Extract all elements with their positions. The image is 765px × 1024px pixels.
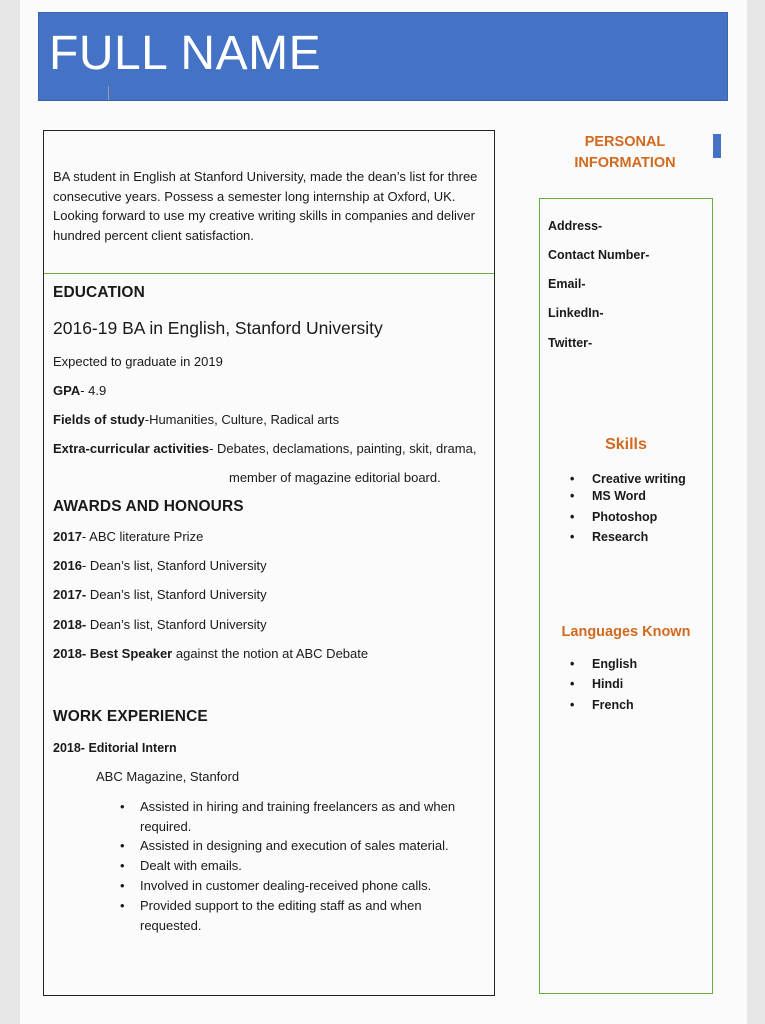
extracurricular-continuation[interactable]: member of magazine editorial board. bbox=[229, 470, 441, 485]
linkedin-field[interactable]: LinkedIn- bbox=[548, 306, 604, 320]
full-name-title[interactable]: FULL NAME bbox=[49, 27, 322, 80]
twitter-field[interactable]: Twitter- bbox=[548, 336, 593, 350]
accent-marker bbox=[713, 134, 721, 158]
award-item[interactable]: 2018- Best Speaker against the notion at ABC Debate bbox=[53, 646, 369, 661]
email-field[interactable]: Email- bbox=[548, 277, 586, 291]
name-header bbox=[38, 12, 728, 101]
extracurricular-label: Extra-curricular activities bbox=[53, 441, 210, 456]
profile-summary[interactable]: BA student in English at Stanford University, made the dean’s list for three consecutive years. Possess a semester long internship at Oxford, UK. Looking forward to use my creative writing skills in companies and deliver hundred percent client satisfaction. bbox=[53, 169, 478, 243]
gpa-value: - 4.9 bbox=[80, 383, 107, 398]
section-divider bbox=[44, 273, 494, 274]
contact-number-field[interactable]: Contact Number- bbox=[548, 248, 650, 262]
main-content-box: BA student in English at Stanford University, made the dean’s list for three consecutive years. Possess a semester long internship at Oxford, UK. Looking forward to use my creative writing skills in companies and deliver hundred percent client satisfaction. EDUCATION 2016-19 BA in English, Stanford University Expected to graduate in 2019 GPA- 4.9 Fields of study-Humanities, Culture, Radical arts Extra-curricular activities- Debates, declamations, painting, skit, drama, member of magazine editorial board. AWARDS AND HONOURS 2017- ABC literature Prize 2016- Dean’s list, Stanford University 2017- Dean’s list, Stanford University 2018- Dean’s list, Stanford University 2018- Best Speaker against the notion at ABC Debate WORK EXPERIENCE 2018- Editorial Intern ABC Magazine, Stanford • Assisted in hiring and training freelancers as and when required. • Assisted in designing and execution of sales material. • Dealt with emails. • Involved in customer dealing-received phone calls. • Provided support to the editing staff as and when requested. bbox=[43, 130, 495, 996]
address-field[interactable]: Address- bbox=[548, 219, 603, 233]
languages-heading[interactable]: Languages Known bbox=[561, 624, 691, 640]
extracurricular-line[interactable] bbox=[53, 441, 476, 457]
award-item[interactable]: 2017- Dean’s list, Stanford University bbox=[53, 587, 267, 602]
personal-info-heading[interactable]: PERSONAL INFORMATION bbox=[574, 134, 676, 171]
extracurricular-value: - Debates, declamations, painting, skit, drama, bbox=[209, 441, 477, 456]
work-role[interactable]: 2018- Editorial Intern bbox=[53, 741, 177, 755]
award-item[interactable]: 2017- ABC literature Prize bbox=[53, 529, 204, 544]
award-item[interactable]: 2016- Dean’s list, Stanford University bbox=[53, 558, 267, 573]
degree-line[interactable]: 2016-19 BA in English, Stanford University bbox=[53, 318, 383, 338]
fields-value: -Humanities, Culture, Radical arts bbox=[144, 412, 340, 427]
skills-heading[interactable]: Skills bbox=[605, 436, 647, 453]
expected-graduation[interactable]: Expected to graduate in 2019 bbox=[53, 354, 223, 369]
award-item[interactable]: 2018- Dean’s list, Stanford University bbox=[53, 617, 267, 632]
sidebar-box: Address- Contact Number- Email- LinkedIn- Twitter- Skills • Creative writing • MS Word • Photoshop • Research Languages Known • English • Hindi • French bbox=[539, 198, 713, 994]
work-company[interactable]: ABC Magazine, Stanford bbox=[96, 769, 240, 784]
fields-of-study-line[interactable] bbox=[53, 412, 339, 428]
gpa-label: GPA bbox=[53, 383, 81, 398]
fields-label: Fields of study bbox=[53, 412, 145, 427]
text-cursor bbox=[108, 86, 109, 100]
gpa-line[interactable] bbox=[53, 383, 106, 399]
work-experience-heading[interactable]: WORK EXPERIENCE bbox=[53, 708, 208, 725]
education-heading[interactable]: EDUCATION bbox=[53, 284, 145, 301]
awards-heading[interactable]: AWARDS AND HONOURS bbox=[53, 498, 244, 515]
